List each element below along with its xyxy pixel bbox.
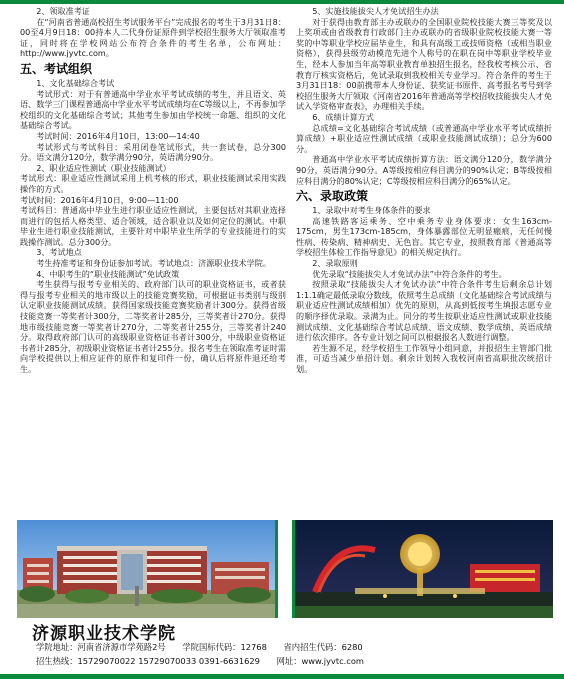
footer-info-line2 <box>36 655 378 667</box>
admission-priority-text: 优先录取“技能拔尖人才免试办法”中符合条件的考生。 <box>312 268 507 279</box>
top-accent-bar <box>0 0 564 4</box>
exemption-policy-text: 考生获得与报考专业相关的、政府部门认可的职业资格证书，或者获得与报考专业相关的地市级以上的技能竞赛奖励，可根据证书类别与级别认定职业技能测试成绩。获得国家级技能竞赛奖励者计300分。获得省级技能竞赛一等奖者计300分，二等奖者计285分，三等奖者计270分。获得地市级技能竞赛一等奖者计270分，二等奖者计255分，三等奖者计240分。取得政府部门认可的高级职业资格证书者计300分，中级职业资格证书者计285分，初级职业资格证书者计255分。报名考生在领取准考证时需向学校提供以上相应证件的原件和复印件一份，确认后将原件退还给考生。 <box>20 279 286 374</box>
aptitude-test-subjects: 考试科目：普通高中毕业生进行职业适应性测试，主要包括对其职业选择而进行的包括人格类型、适合领域，适合职业以及如何定位的测试。中职毕业生进行职业技能测试，主要针对中职毕业生所学的专业技能进行的实践操作测试。总分300分。 <box>20 205 286 247</box>
section-admission-policy: 六、录取政策 <box>296 189 369 204</box>
night-sculpture-illustration <box>295 520 553 618</box>
admission-principle-heading: 2、录取原则 <box>312 258 358 269</box>
physical-requirements-text: 高速铁路客运乘务、空中乘务专业身体要求：女生163cm-175cm，男生173cm-185cm，身体暴露部位无明显瘢痕，无任何慢性病、传染病、精神病史、无色盲。其它专业，按照教育部《普通高等学校招生体检工作指导意见》的相关规定执行。 <box>296 215 552 258</box>
section-exam-organization: 五、考试组织 <box>20 61 93 76</box>
admission-principle-text: 按照录取“技能拔尖人才免试办法”中符合条件考生后剩余总计划1:1.1确定最低录取分数线，依照考生总成绩（文化基础综合考试成绩与职业适应性测试成绩相加）优先的原则，从高到低按考生填报志愿专业的顺序择优录取。录满为止。同分的考生按职业适应性测试或职业技能测试成绩、文化基础综合考试总成绩、语文成绩、数学成绩、英语成绩进行依次排序。各专业计划之间可以根据报名人数进行调整。 <box>296 279 552 343</box>
school-national-code: 学院国标代码：12768 <box>182 642 267 652</box>
footer-info-line1 <box>36 641 377 653</box>
aptitude-test-heading: 2、职业适应性测试（职业技能测试） <box>36 162 171 173</box>
campus-building-photo <box>17 520 278 618</box>
website-link[interactable]: 网址：www.jyvtc.com <box>276 656 365 666</box>
score-calc-heading: 6、成绩计算方式 <box>312 111 374 122</box>
admission-ticket-text: 在“河南省普通高校招生考试服务平台”完成报名的考生于3月31日8：00至4月9日18：00持本人二代身份证原件到学校招生服务大厅领取准考证，同时将在学校网站公布符合条件的考生名单，公布网址：http://www.jyvtc.com。 <box>20 16 286 59</box>
night-gate-photo <box>292 520 553 618</box>
campus-building-illustration <box>17 520 275 618</box>
culture-exam-form: 考试形式：对于有普通高中学业水平考试成绩的考生，并且语文、英语、数学三门课程普通高中学业水平考试成绩均在C等级以上，不再参加学校组织的文化基础综合考试；其他考生参加由学校统一命题、组织的文化基础综合考试。 <box>20 88 286 131</box>
score-conversion-text: 普通高中学业水平考试成绩折算方法：语文满分120分，数学满分90分，英语满分90分。A等级按相应科目满分的90%认定；B等级按相应科目满分的80%认定；C等级按相应科目满分的65%认定。 <box>296 154 552 186</box>
talent-exemption-heading: 5、实施技能拔尖人才免试招生办法 <box>312 6 439 16</box>
exemption-policy-heading: 4、中职考生的“职业技能测试”免试政策 <box>36 268 180 279</box>
step-get-admission-ticket: 2、领取准考证 <box>36 6 90 16</box>
right-column <box>296 6 552 375</box>
aptitude-test-form: 考试形式：职业适应性测试采用上机考核的形式，职业技能测试采用实践操作的方式。 <box>20 173 286 194</box>
left-column <box>20 6 286 375</box>
enrollment-hotline: 招生热线：15729070022 15729070033 0391-6631629 <box>36 656 260 666</box>
culture-exam-time: 考试时间：2016年4月10日，13:00—14:40 <box>36 130 200 141</box>
talent-exemption-text: 对于获得由教育部主办或联办的全国职业院校技能大赛三等奖及以上奖项或由省级教育行政部门主办或联办的省级职业院校技能大赛一等奖的中等职业学校应届毕业生，和具有高级工或技师资格（或相当职业资格），获得县级劳动模范先进个人称号的在职在岗中等职业学校毕业生，经本人参加当年高等职业教育单独招生报名，经我校考核公示、省教育厅核实资格后，免试录取到我校相关专业学习。符合条件的考生于3月31日18：00前携带本人身份证、获奖证书原件、高考报名考号到学校招生服务大厅领取《河南省2016年普通高等学校招收技能拔尖人才免试入学资格审查表》，办理相关手续。 <box>296 16 552 112</box>
physical-requirements-heading: 1、录取中对考生身体条件的要求 <box>312 205 431 216</box>
score-calc-formula: 总成绩=文化基础综合考试成绩（或普通高中学业水平考试成绩折算成绩）+职业适应性测试成绩（或职业技能测试成绩）；总分为600分。 <box>296 122 552 154</box>
exam-location-heading: 3、考试地点 <box>36 247 82 258</box>
school-name: 济源职业技术学院 <box>32 624 176 644</box>
culture-exam-subjects: 考试形式与考试科目：采用闭卷笔试形式，共一套试卷，总分300分。语文满分120分，数学满分90分，英语满分90分。 <box>20 141 286 163</box>
bottom-accent-bar <box>0 674 564 679</box>
school-address: 学院地址：河南省济源市学苑路2号 <box>36 642 166 652</box>
aptitude-test-time: 考试时间：2016年4月10日，9:00—11:00 <box>20 194 179 205</box>
insufficient-enrollment-text: 若生源不足，经学校招生工作领导小组同意，并报招生主管部门批准，可适当减少单招计划。剩余计划转入我校河南省高职批次统招计划。 <box>296 342 552 374</box>
culture-exam-heading: 1、文化基础综合考试 <box>36 77 115 88</box>
province-enroll-code: 省内招生代码：6280 <box>283 642 363 652</box>
exam-location-text: 考生持准考证和身份证参加考试。考试地点：济源职业技术学院。 <box>36 258 271 269</box>
